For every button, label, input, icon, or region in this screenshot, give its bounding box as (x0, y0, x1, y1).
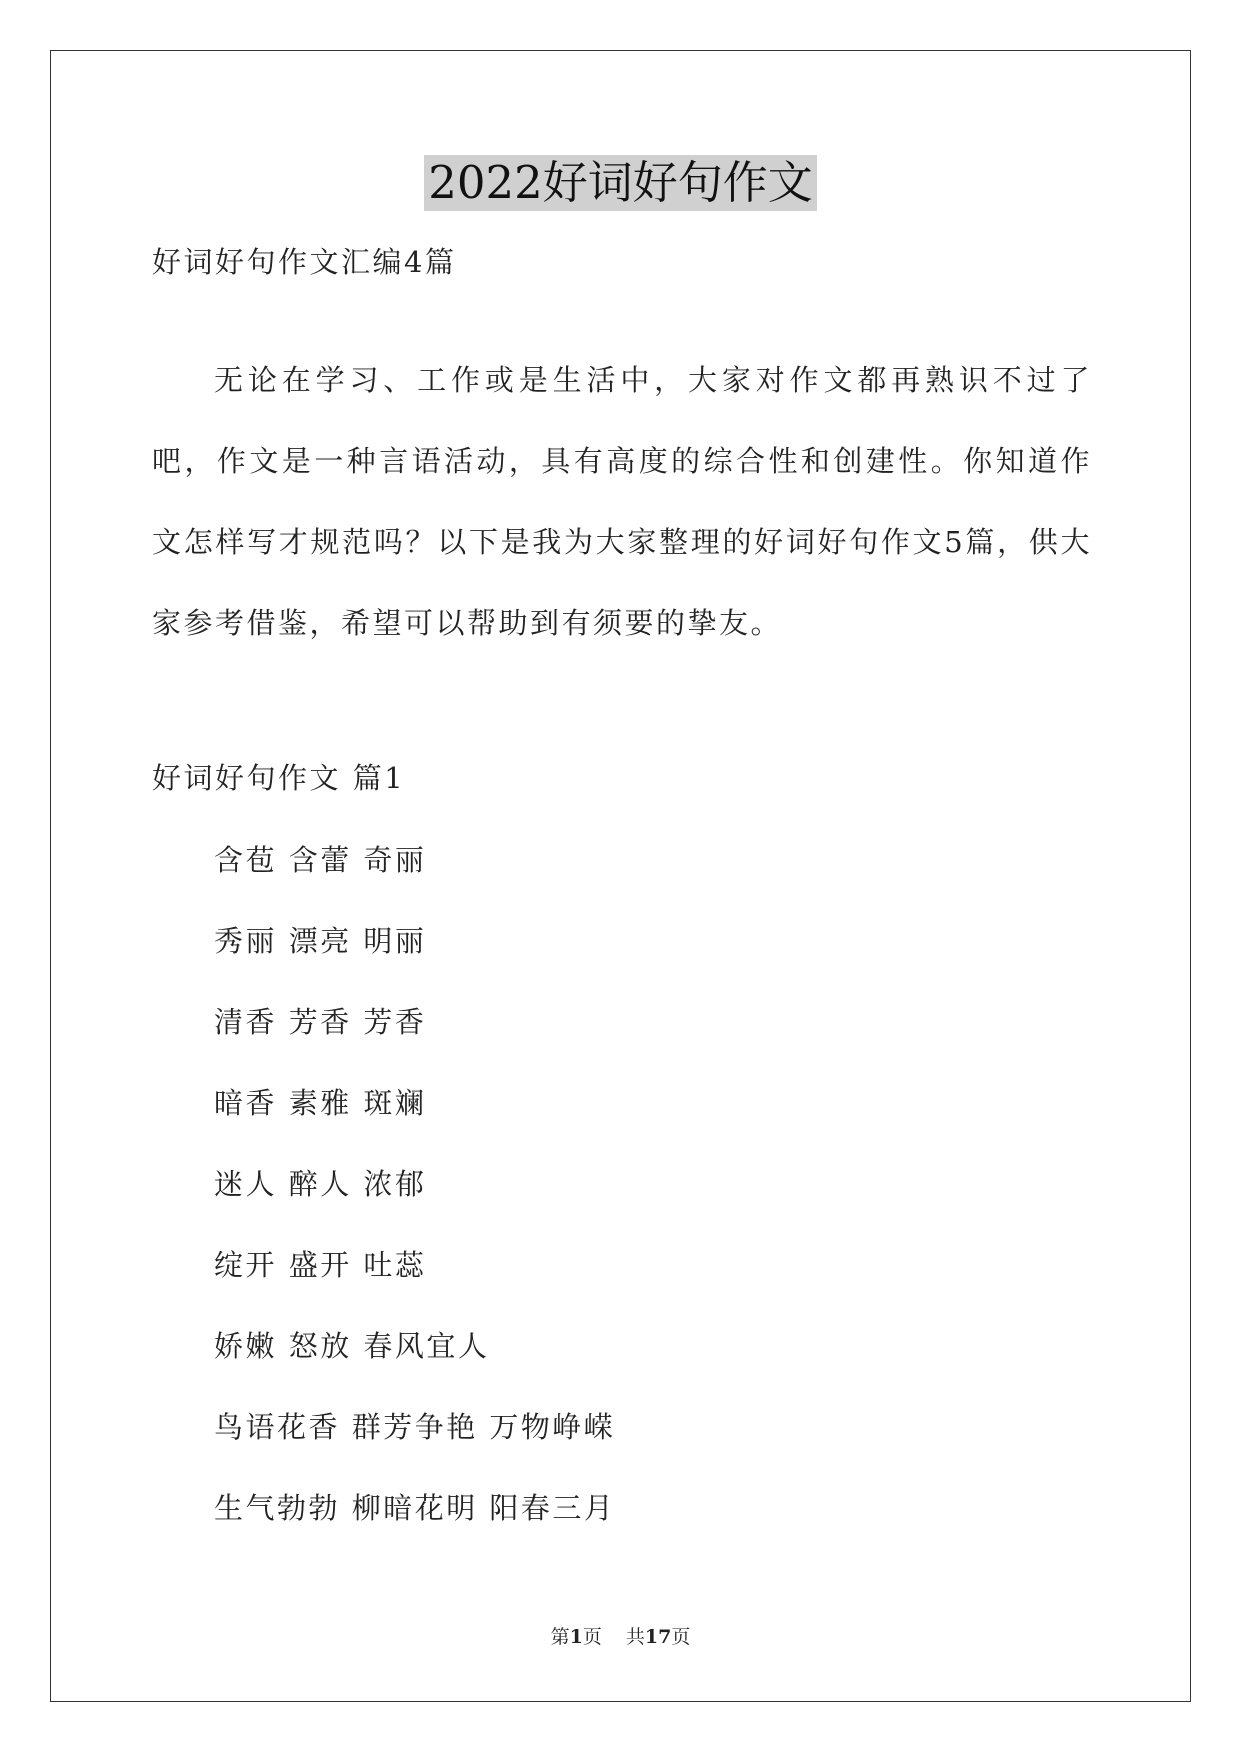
intro-paragraph: 无论在学习、工作或是生活中，大家对作文都再熟识不过了吧，作文是一种言语活动，具有高度的综合性和创建性。你知道作文怎样写才规范吗？以下是我为大家整理的好词好句作文5篇，供大家参考借鉴，希望可以帮助到有须要的挚友。 (152, 363, 1092, 640)
footer-total-suffix: 页 (671, 1626, 691, 1648)
word-row: 含苞 含蕾 奇丽 (214, 843, 427, 877)
page-footer (0, 1622, 1241, 1649)
document-subtitle: 好词好句作文汇编4篇 (152, 245, 457, 279)
word-list (214, 838, 615, 1567)
word-row: 绽开 盛开 吐蕊 (214, 1248, 427, 1282)
word-row: 鸟语花香 群芳争艳 万物峥嵘 (214, 1410, 616, 1444)
word-row: 秀丽 漂亮 明丽 (214, 924, 427, 958)
word-row: 清香 芳香 芳香 (214, 1005, 427, 1039)
footer-page-total: 17 (644, 1626, 672, 1648)
section-heading: 好词好句作文 篇1 (152, 761, 406, 795)
footer-total-prefix: 共 (625, 1626, 645, 1648)
footer-page-prefix: 第 (550, 1626, 570, 1648)
word-row: 生气勃勃 柳暗花明 阳春三月 (214, 1491, 616, 1525)
title-container (0, 155, 1241, 211)
document-title: 2022好词好句作文 (424, 155, 817, 211)
footer-page-current: 1 (569, 1626, 583, 1648)
word-row: 暗香 素雅 斑斓 (214, 1086, 427, 1120)
footer-page-mid: 页 (582, 1626, 602, 1648)
word-row: 娇嫩 怒放 春风宜人 (214, 1329, 490, 1363)
word-row: 迷人 醉人 浓郁 (214, 1167, 427, 1201)
